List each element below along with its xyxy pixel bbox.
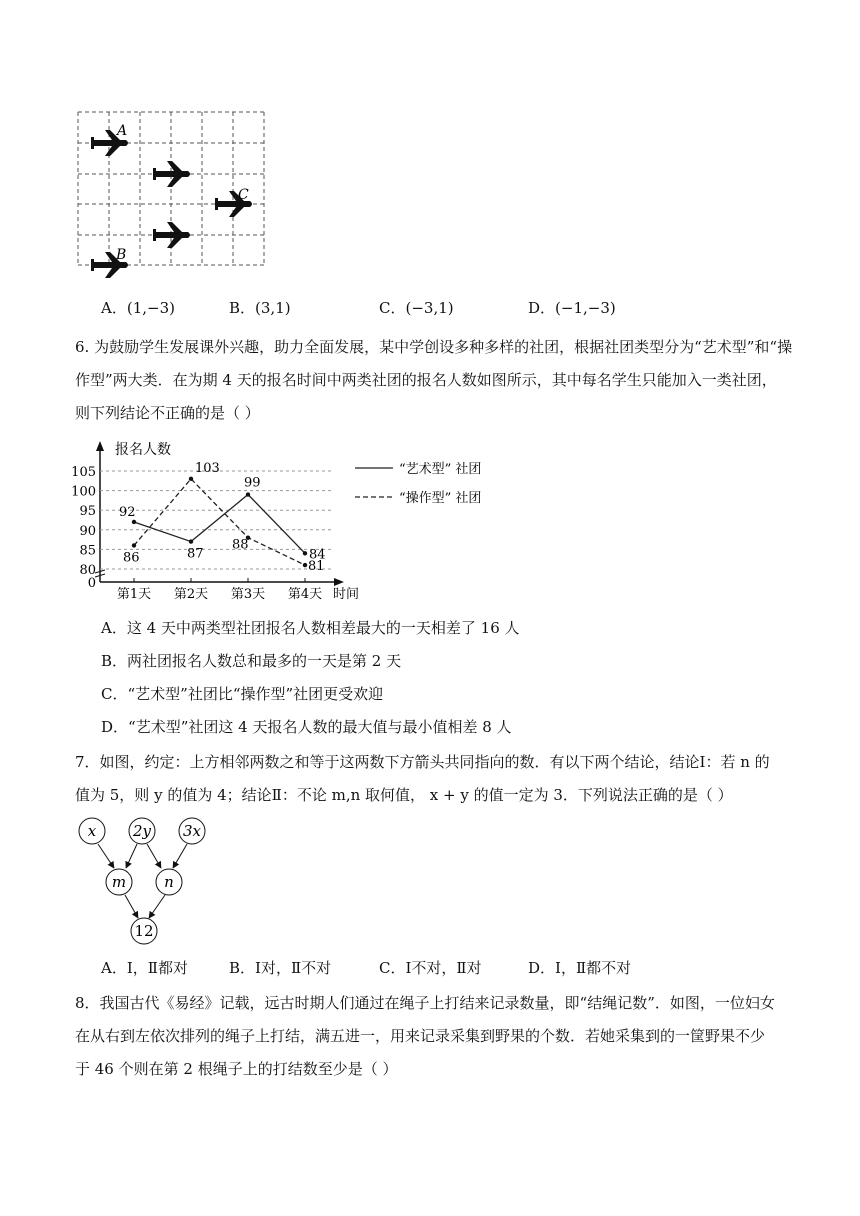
point-label-b: B bbox=[116, 247, 127, 263]
option-value: (1,−3) bbox=[126, 299, 175, 317]
plane-grid-figure bbox=[70, 104, 275, 274]
y-tick-label: 90 bbox=[79, 523, 96, 539]
x-tick-label: 第1天 bbox=[116, 587, 152, 602]
node-m-label: m bbox=[111, 873, 127, 891]
registration-line-chart bbox=[71, 435, 515, 610]
option-value: (−1,−3) bbox=[555, 299, 616, 317]
point-label-a: A bbox=[117, 123, 128, 139]
y-tick-label: 0 bbox=[87, 576, 96, 591]
option-text: Ⅰ对，Ⅱ不对 bbox=[255, 959, 332, 977]
data-label: 99 bbox=[244, 475, 261, 491]
q6-option-d[interactable]: D．“艺术型”社团这 4 天报名人数的最大值与最小值相差 8 人 bbox=[101, 718, 512, 736]
q6-options bbox=[101, 612, 831, 744]
series-line bbox=[134, 495, 305, 554]
point-label-c: C bbox=[238, 187, 249, 203]
data-label: 103 bbox=[195, 460, 220, 476]
q7-option-d[interactable] bbox=[528, 957, 631, 978]
data-point bbox=[132, 520, 136, 524]
data-point bbox=[303, 563, 307, 567]
q7-stem-line: 值为 5，则 y 的值为 4；结论Ⅱ：不论 m,n 取何值， x + y 的值一定为 3．下列说法正确的是（ ） bbox=[75, 786, 733, 804]
node-12-label: 12 bbox=[134, 922, 154, 940]
data-label: 84 bbox=[309, 547, 326, 563]
y-tick-label: 100 bbox=[71, 484, 96, 500]
plane-icon bbox=[153, 161, 190, 187]
q6-stem bbox=[75, 331, 805, 430]
option-letter: A． bbox=[101, 299, 127, 317]
option-letter: B． bbox=[229, 299, 256, 317]
option-letter: D． bbox=[528, 299, 556, 317]
option-letter: B． bbox=[229, 959, 256, 977]
y-tick-label: 85 bbox=[79, 543, 96, 559]
node-x-label: x bbox=[87, 822, 97, 840]
q8-stem-line: 于 46 个则在第 2 根绳子上的打结数至少是（ ） bbox=[75, 1060, 398, 1078]
q5-option-b[interactable] bbox=[229, 297, 291, 318]
number-tree-diagram bbox=[75, 815, 225, 947]
series-line bbox=[134, 479, 305, 565]
x-tick-label: 第4天 bbox=[287, 587, 323, 602]
data-point bbox=[189, 539, 193, 543]
option-value: (3,1) bbox=[255, 299, 291, 317]
option-text: Ⅰ，Ⅱ都不对 bbox=[555, 959, 632, 977]
node-n-label: n bbox=[164, 873, 174, 891]
x-tick-label: 第3天 bbox=[230, 587, 266, 602]
option-value: (−3,1) bbox=[405, 299, 454, 317]
q6-option-a[interactable]: A．这 4 天中两类型社团报名人数相差最大的一天相差了 16 人 bbox=[101, 619, 520, 637]
y-axis-label: 报名人数 bbox=[115, 442, 171, 458]
plane-icon bbox=[153, 222, 190, 248]
q8-stem bbox=[75, 987, 805, 1086]
q7-option-c[interactable] bbox=[379, 957, 482, 978]
data-label: 81 bbox=[308, 559, 325, 575]
option-letter: C． bbox=[379, 299, 406, 317]
x-tick-label: 第2天 bbox=[173, 587, 209, 602]
q5-option-d[interactable] bbox=[528, 297, 616, 318]
q5-option-c[interactable] bbox=[379, 297, 454, 318]
data-label: 87 bbox=[187, 546, 204, 562]
option-letter: D． bbox=[528, 959, 556, 977]
q7-option-a[interactable] bbox=[101, 957, 188, 978]
x-axis-label: 时间 bbox=[333, 587, 360, 602]
data-label: 86 bbox=[123, 550, 140, 566]
node-3x-label: 3x bbox=[182, 822, 202, 840]
q6-option-b[interactable]: B．两社团报名人数总和最多的一天是第 2 天 bbox=[101, 652, 402, 670]
option-letter: C． bbox=[379, 959, 406, 977]
legend-label: “操作型” 社团 bbox=[399, 491, 482, 506]
y-tick-label: 95 bbox=[79, 504, 96, 520]
option-text: Ⅰ不对，Ⅱ对 bbox=[405, 959, 482, 977]
y-tick-label: 80 bbox=[79, 563, 96, 578]
data-label: 88 bbox=[232, 537, 249, 553]
q8-stem-line: 8．我国古代《易经》记载，远古时期人们通过在绳子上打结来记录数量，即“结绳记数”．如图，一位妇女 bbox=[75, 994, 775, 1012]
q7-stem bbox=[75, 746, 805, 812]
q6-stem-line: 则下列结论不正确的是（ ） bbox=[75, 404, 260, 422]
grid-lines bbox=[78, 112, 264, 265]
legend-label: “艺术型” 社团 bbox=[399, 462, 482, 477]
node-2y-label: 2y bbox=[132, 822, 152, 840]
q7-stem-line: 7．如图，约定：上方相邻两数之和等于这两数下方箭头共同指向的数．有以下两个结论，结论Ⅰ：若 n 的 bbox=[75, 753, 770, 771]
q6-option-c[interactable]: C．“艺术型”社团比“操作型”社团更受欢迎 bbox=[101, 685, 384, 703]
option-letter: A． bbox=[101, 959, 127, 977]
q7-option-b[interactable] bbox=[229, 957, 331, 978]
data-point bbox=[246, 492, 250, 496]
data-label: 92 bbox=[119, 504, 136, 520]
q5-option-a[interactable] bbox=[101, 297, 175, 318]
option-text: Ⅰ，Ⅱ都对 bbox=[126, 959, 188, 977]
data-point bbox=[189, 477, 193, 481]
y-axis bbox=[96, 441, 104, 582]
q8-stem-line: 在从右到左依次排列的绳子上打结，满五进一，用来记录采集到野果的个数．若她采集到的一筐野果不少 bbox=[75, 1027, 766, 1045]
q6-stem-line: 6. 为鼓励学生发展课外兴趣，助力全面发展，某中学创设多种多样的社团，根据社团类型分为“艺术型”和“操 bbox=[75, 338, 793, 356]
y-tick-label: 105 bbox=[71, 465, 96, 480]
data-point bbox=[132, 543, 136, 547]
x-axis bbox=[100, 578, 344, 586]
q6-stem-line: 作型”两大类．在为期 4 天的报名时间中两类社团的报名人数如图所示，其中每名学生只能加入一类社团， bbox=[75, 371, 777, 389]
data-point bbox=[303, 551, 307, 555]
